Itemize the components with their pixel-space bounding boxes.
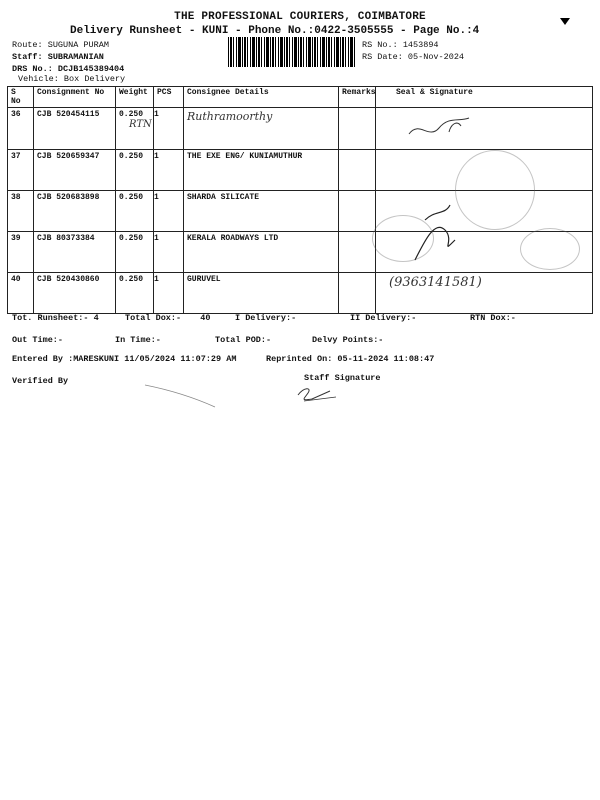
row-pcs: 1 (154, 108, 184, 150)
handwritten-phone: (9363141581) (389, 275, 482, 290)
out-time: Out Time:- (12, 335, 64, 345)
row-weight: 0.250 (116, 150, 154, 191)
row-sno: 38 (8, 191, 34, 232)
staff-signature-scribble (290, 383, 350, 405)
row-signature (376, 273, 593, 314)
rs-no-label: RS No.: (362, 40, 398, 50)
row-signature (376, 108, 593, 150)
total-dox-label: Total Dox:- (125, 313, 182, 323)
row-consignment: CJB 520430860 (34, 273, 116, 314)
rs-date-label: RS Date: (362, 52, 403, 62)
drs-value: DCJB145389404 (57, 64, 125, 74)
barcode (228, 37, 356, 67)
signature-scribble (405, 200, 465, 270)
table-row (8, 108, 593, 150)
reprinted-on: Reprinted On: 05-11-2024 11:08:47 (266, 354, 435, 364)
staff-line (12, 52, 104, 62)
row-weight: 0.250 (116, 232, 154, 273)
table-row (8, 232, 593, 273)
col-remarks: Remarks (339, 87, 376, 108)
route-value: SUGUNA PURAM (47, 40, 109, 50)
runsheet-title: Delivery Runsheet - KUNI - Phone No.:0422-3505555 - Page No.:4 (70, 25, 480, 37)
signature-scribble (379, 110, 499, 144)
drs-line (12, 64, 124, 74)
company-seal-stamp (455, 150, 535, 230)
col-seal-signature: Seal & Signature (376, 87, 593, 108)
col-weight: Weight (116, 87, 154, 108)
row-sno: 37 (8, 150, 34, 191)
row-weight: 0.250 (116, 191, 154, 232)
route-line (12, 40, 109, 50)
row-consignment: CJB 520683898 (34, 191, 116, 232)
company-title: THE PROFESSIONAL COURIERS, COIMBATORE (174, 11, 426, 23)
col-sno: S No (8, 87, 34, 108)
rtn-dox: RTN Dox:- (470, 313, 516, 323)
staff-value: SUBRAMANIAN (47, 52, 104, 62)
row-consignment: CJB 520659347 (34, 150, 116, 191)
rs-no-value: 1453894 (402, 40, 439, 50)
total-dox (125, 313, 210, 323)
arrow-down-icon (560, 18, 570, 25)
row-pcs: 1 (154, 232, 184, 273)
col-consignee: Consignee Details (184, 87, 339, 108)
row-sno: 40 (8, 273, 34, 314)
row-sno: 39 (8, 232, 34, 273)
pen-stroke (140, 380, 220, 410)
consignee-handwritten-name: Ruthramoorthy (187, 110, 273, 123)
row-weight-value: 0.250 (119, 110, 144, 119)
vehicle-label: Vehicle: (18, 74, 59, 84)
rs-date-value: 05-Nov-2024 (407, 52, 465, 62)
entered-by: Entered By :MARESKUNI 11/05/2024 11:07:29 AM (12, 354, 237, 364)
staff-signature-label: Staff Signature (304, 373, 381, 383)
col-consignment: Consignment No (34, 87, 116, 108)
row-consignee: SHARDA SILICATE (184, 191, 339, 232)
row-consignee: THE EXE ENG/ KUNIAMUTHUR (184, 150, 339, 191)
row-consignee (184, 108, 339, 150)
row-remarks (339, 191, 376, 232)
row-consignment: CJB 80373384 (34, 232, 116, 273)
row-sno: 36 (8, 108, 34, 150)
row-remarks (339, 232, 376, 273)
row-pcs: 1 (154, 150, 184, 191)
rtn-handwritten-note: RTN (129, 119, 152, 130)
i-delivery: I Delivery:- (235, 313, 297, 323)
vehicle-value: Box Delivery (63, 74, 126, 84)
in-time: In Time:- (115, 335, 161, 345)
rs-no-line (362, 40, 439, 50)
col-pcs: PCS (154, 87, 184, 108)
total-dox-value: 40 (200, 313, 211, 323)
tot-runsheet: Tot. Runsheet:- 4 (12, 313, 99, 323)
drs-label: DRS No.: (12, 64, 53, 74)
row-remarks (339, 108, 376, 150)
row-consignment: CJB 520454115 (34, 108, 116, 150)
row-pcs: 1 (154, 273, 184, 314)
delvy-points: Delvy Points:- (312, 335, 384, 345)
staff-label: Staff: (12, 52, 43, 62)
row-remarks (339, 273, 376, 314)
table-header-row (8, 87, 593, 108)
row-weight (116, 108, 154, 150)
row-pcs: 1 (154, 191, 184, 232)
row-weight: 0.250 (116, 273, 154, 314)
verified-by: Verified By (12, 376, 69, 386)
row-consignee: KERALA ROADWAYS LTD (184, 232, 339, 273)
route-label: Route: (12, 40, 43, 50)
table-row (8, 273, 593, 314)
row-remarks (339, 150, 376, 191)
rs-date-line (362, 52, 464, 62)
vehicle-line (18, 74, 125, 84)
ink-stamp (520, 228, 580, 270)
total-pod: Total POD:- (215, 335, 272, 345)
ii-delivery: II Delivery:- (350, 313, 417, 323)
row-consignee: GURUVEL (184, 273, 339, 314)
